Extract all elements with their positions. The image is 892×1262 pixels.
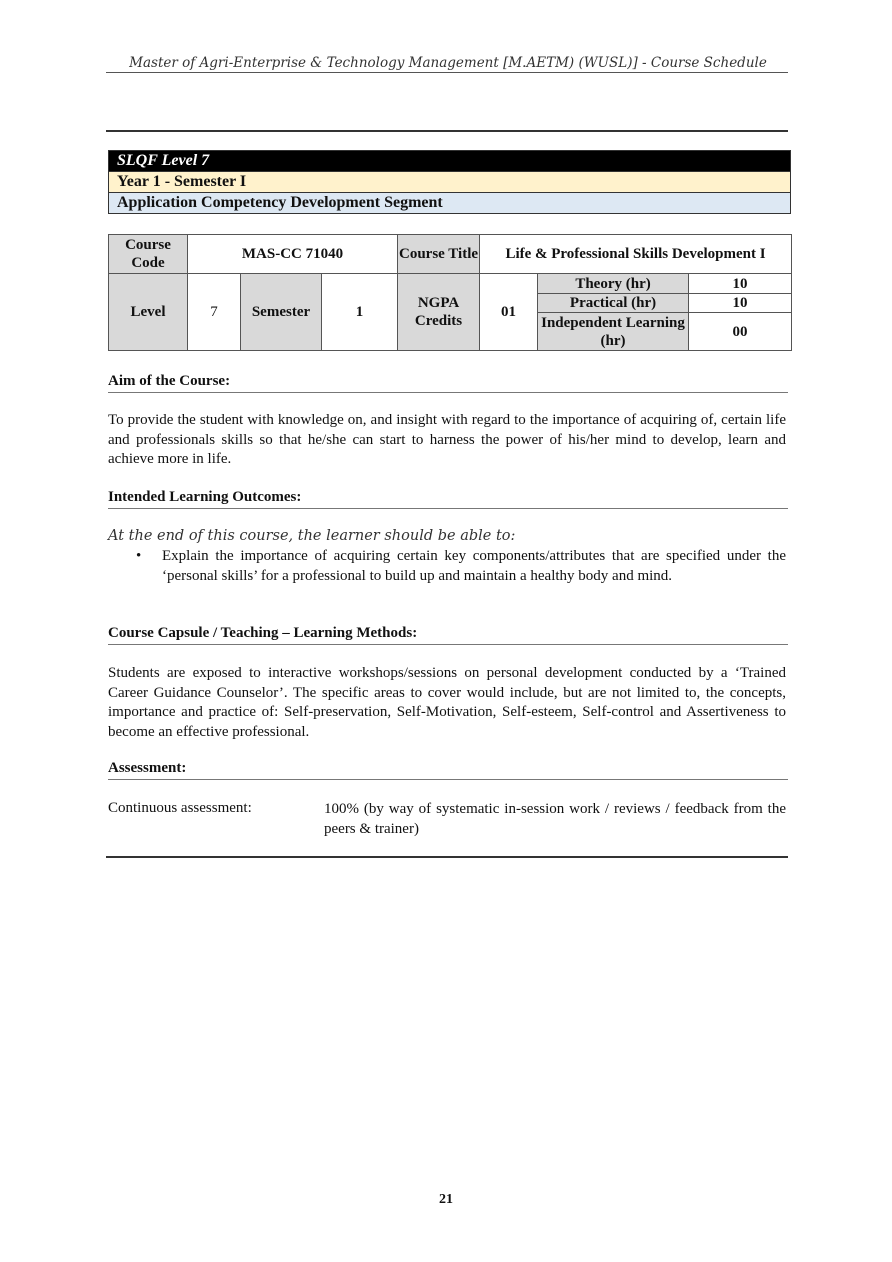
aim-text: To provide the student with knowledge on, and insight with regard to the importance of acquiring of, certain life and professionals skills so that he/she can start to harness the power of his/her mind to develop, learn and achieve more in life. <box>108 412 786 467</box>
outcomes-heading: Intended Learning Outcomes: <box>108 489 788 509</box>
level-label: Level <box>109 274 188 351</box>
outcomes-intro: At the end of this course, the learner should be able to: <box>108 528 516 544</box>
year-semester: Year 1 - Semester I <box>109 172 791 193</box>
outcome-item <box>108 547 786 586</box>
semester-value: 1 <box>322 274 398 351</box>
segment-table <box>108 150 791 214</box>
top-divider <box>106 130 788 132</box>
segment-name: Application Competency Development Segment <box>109 193 791 214</box>
bottom-divider <box>106 856 788 858</box>
page-number: 21 <box>439 1192 453 1207</box>
assessment-label: Continuous assessment: <box>108 800 252 816</box>
capsule-heading: Course Capsule / Teaching – Learning Methods: <box>108 625 788 645</box>
practical-value: 10 <box>689 294 792 313</box>
credits-value: 01 <box>480 274 538 351</box>
slqf-level: SLQF Level 7 <box>109 151 791 172</box>
assessment-value: 100% (by way of systematic in-session work / reviews / feedback from the peers & trainer) <box>324 801 786 837</box>
bullet-icon: • <box>136 548 142 564</box>
theory-value: 10 <box>689 274 792 294</box>
course-code-label: Course Code <box>109 235 188 274</box>
header-rule <box>106 72 788 73</box>
course-title-label: Course Title <box>398 235 480 274</box>
page-header-title: Master of Agri-Enterprise & Technology Management [M.AETM) (WUSL)] - Course Schedule <box>129 55 767 71</box>
course-title: Life & Professional Skills Development I <box>480 235 792 274</box>
course-code: MAS-CC 71040 <box>188 235 398 274</box>
course-info-table <box>108 234 792 351</box>
level-value: 7 <box>188 274 241 351</box>
semester-label: Semester <box>241 274 322 351</box>
outcome-text: Explain the importance of acquiring certain key components/attributes that are specified under the ‘personal skills’ for a professional to build up and maintain a healthy body and mind. <box>162 548 786 584</box>
practical-label: Practical (hr) <box>538 294 689 313</box>
independent-value: 00 <box>689 313 792 351</box>
aim-heading: Aim of the Course: <box>108 373 788 393</box>
theory-label: Theory (hr) <box>538 274 689 294</box>
independent-label: Independent Learning (hr) <box>538 313 689 351</box>
credits-label: NGPA Credits <box>398 274 480 351</box>
assessment-heading: Assessment: <box>108 760 788 780</box>
capsule-text: Students are exposed to interactive workshops/sessions on personal development conducted by a ‘Trained Career Guidance Counselor’. The specific areas to cover would include, but are not limited to, the concepts, importance and practice of: Self-preservation, Self-Motivation, Self-esteem, Self-control and Assertiveness to become an effective professional. <box>108 665 786 740</box>
